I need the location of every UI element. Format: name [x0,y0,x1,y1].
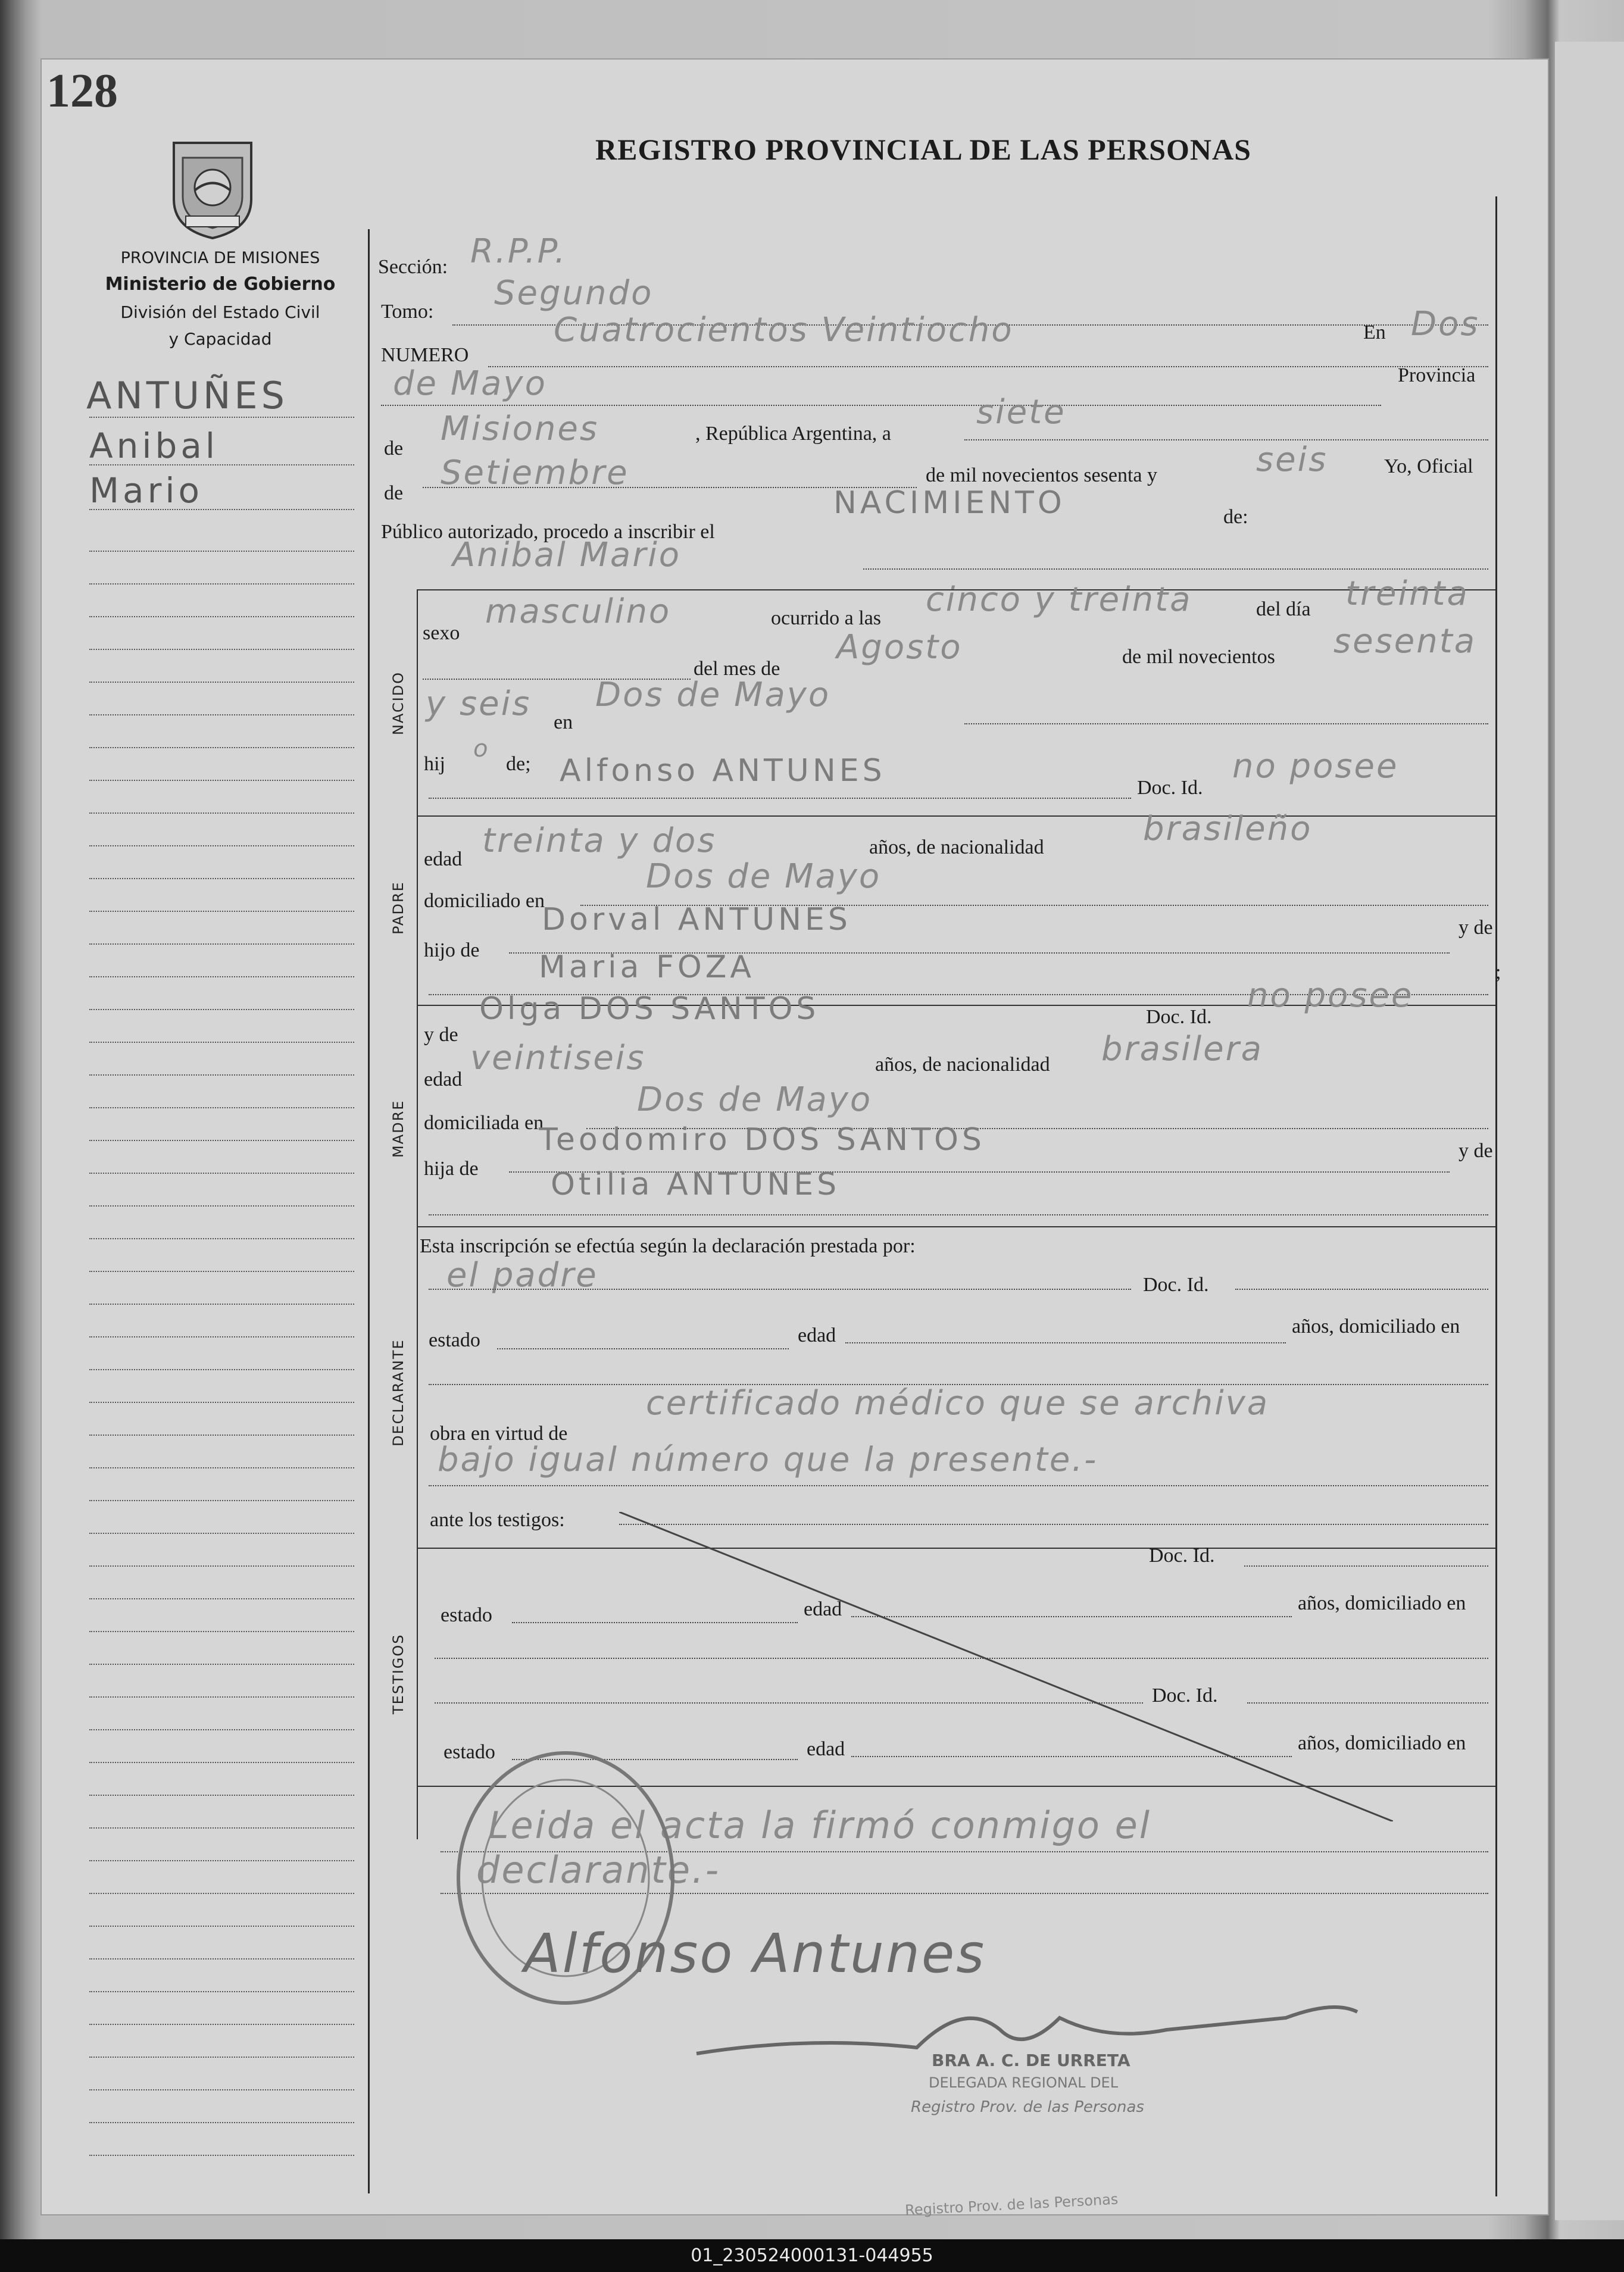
page-number: 128 [46,65,118,117]
value-padre-edad: treinta y dos [482,821,717,860]
label-de-provincia: de [384,437,404,460]
file-id: 01_230524000131-044955 [691,2245,933,2266]
label-mil-novecientos: de mil novecientos [1122,646,1275,668]
label-republica: , República Argentina, a [695,423,891,445]
header-ministry: Ministerio de Gobierno [105,274,336,295]
value-mes: Setiembre [441,454,629,492]
label-seccion: Sección: [378,256,448,278]
document-title: REGISTRO PROVINCIAL DE LAS PERSONAS [595,133,1251,166]
label-ocurrido: ocurrido a las [771,607,882,629]
label-anos-dom-testigo-2: años, domiciliado en [1298,1732,1466,1754]
label-sexo: sexo [423,622,460,644]
stamp-name: BRA A. C. DE URRETA [932,2051,1130,2070]
label-yo-oficial: Yo, Oficial [1384,455,1473,477]
header-division: División del Estado Civil [120,302,320,322]
value-padre-nac: brasileño [1143,810,1313,848]
label-domiciliado-padre: domiciliado en [424,890,545,912]
label-y-de-madre-2: y de [1459,1140,1493,1162]
stamp-role: DELEGADA REGIONAL DEL [929,2074,1119,2091]
value-anio-nac-1: sesenta [1333,622,1477,661]
label-de-semicolon: de; [506,753,531,775]
label-doc-id-madre: Doc. Id. [1146,1006,1212,1028]
margin-name-2: Mario [89,470,204,511]
misiones-seal-icon [162,134,263,241]
label-edad-declarante: edad [798,1324,836,1346]
label-nacionalidad-madre: años, de nacionalidad [875,1054,1050,1076]
label-anos-dom-testigo-1: años, domiciliado en [1298,1592,1466,1614]
label-del-dia: del día [1256,598,1311,620]
label-del-mes: del mes de [694,658,780,680]
value-madre-dom: Dos de Mayo [637,1080,873,1119]
header-capacidad: y Capacidad [168,329,272,349]
label-tomo: Tomo: [381,301,434,323]
label-provincia: Provincia [1398,364,1476,386]
value-lugar-nac: Dos de Mayo [595,676,831,714]
label-estado-declarante: estado [429,1329,480,1351]
value-padre-madre: Maria FOZA [539,949,755,985]
value-en: Dos [1411,305,1480,343]
value-madre-edad: veintiseis [470,1039,646,1077]
label-doc-id-testigo-1: Doc. Id. [1149,1545,1215,1567]
label-de-mes: de [384,482,404,504]
value-cierre-2: declarante.- [476,1848,721,1892]
value-anio: seis [1256,440,1328,479]
value-madre-madre: Otilia ANTUNES [551,1167,841,1202]
section-nacido: NACIDO [390,671,407,735]
value-obra-1: certificado médico que se archiva [646,1384,1270,1423]
value-anio-nac-2: y seis [426,685,532,723]
value-padre-nombre: Alfonso ANTUNES [560,753,886,789]
margin-surname: ANTUÑES [86,374,288,417]
label-domiciliada: domiciliada en [424,1112,544,1134]
label-edad-testigo-1: edad [804,1598,842,1620]
label-mil-sesenta: de mil novecientos sesenta y [926,464,1158,486]
adjacent-page-edge [1555,42,1624,2220]
label-anos-dom-declarante: años, domiciliado en [1292,1315,1460,1337]
label-en-nacido: en [554,711,573,733]
footer-stamp: Registro Prov. de las Personas [904,2190,1119,2219]
label-doc-id-testigo-2: Doc. Id. [1152,1685,1218,1707]
label-semicolon-padre: ; [1495,961,1501,983]
stamp-office: Registro Prov. de las Personas [911,2098,1144,2116]
label-hijo-de: hijo de [424,939,480,961]
label-en: En [1363,321,1386,343]
label-ante-testigos: ante los testigos: [430,1509,565,1531]
label-obra: obra en virtud de [430,1423,568,1445]
label-hij: hij [424,753,445,775]
value-sexo: masculino [485,592,672,631]
label-y-de-padre: y de [1459,917,1493,939]
section-padre: PADRE [390,881,407,935]
label-numero: NUMERO [381,344,469,366]
value-madre-nombre: Olga DOS SANTOS [479,991,820,1027]
strike-line [619,1512,1393,1821]
value-declarante: el padre [446,1256,598,1295]
value-padre-padre: Dorval ANTUNES [542,902,851,937]
label-edad-madre: edad [424,1068,463,1090]
value-cierre-1: Leida el acta la firmó conmigo el [488,1804,1151,1847]
value-nombre: Anibal Mario [452,536,682,574]
value-padre-dom: Dos de Mayo [646,857,882,896]
section-testigos: TESTIGOS [390,1633,407,1714]
value-seccion: R.P.P. [470,232,567,271]
value-numero: Cuatrocientos Veintiocho [554,311,1014,349]
value-obra-2: bajo igual número que la presente.- [438,1440,1098,1479]
value-dia: siete [976,393,1066,432]
value-acto: NACIMIENTO [833,485,1066,521]
label-declaracion: Esta inscripción se efectúa según la declaración prestada por: [420,1235,916,1257]
label-edad-padre: edad [424,848,463,870]
label-edad-testigo-2: edad [807,1738,845,1760]
label-nacionalidad-padre: años, de nacionalidad [869,836,1044,858]
section-declarante: DECLARANTE [390,1339,407,1446]
label-estado-testigo-1: estado [441,1604,492,1626]
value-lugar: de Mayo [393,364,547,403]
label-publico: Público autorizado, procedo a inscribir el [381,521,715,543]
frame-right-line [1495,196,1497,2196]
label-doc-id-declarante: Doc. Id. [1143,1274,1209,1296]
label-y-de-madre: y de [424,1024,458,1046]
value-madre-doc: no posee [1247,976,1414,1015]
label-estado-testigo-2: estado [444,1741,495,1763]
section-inner-line [417,589,418,1839]
value-madre-nac: brasilera [1101,1030,1263,1068]
value-firma: Alfonso Antunes [524,1923,986,1985]
file-id-bar [0,2239,1624,2272]
label-doc-id-padre: Doc. Id. [1137,777,1203,799]
value-hora: cinco y treinta [926,580,1192,619]
section-madre: MADRE [390,1099,407,1158]
header-province: PROVINCIA DE MISIONES [120,249,320,267]
label-hija-de: hija de [424,1158,479,1180]
value-hij: o [473,735,490,762]
value-provincia: Misiones [441,410,599,448]
value-tomo: Segundo [494,274,654,312]
value-padre-doc: no posee [1232,747,1399,786]
value-madre-padre: Teodomiro DOS SANTOS [539,1122,985,1158]
margin-name-1: Anibal [89,426,219,466]
frame-left-line [368,229,370,2193]
value-mes-nac: Agosto [836,628,963,667]
label-de-colon: de: [1223,506,1248,528]
value-dia-nac: treinta [1345,574,1469,613]
